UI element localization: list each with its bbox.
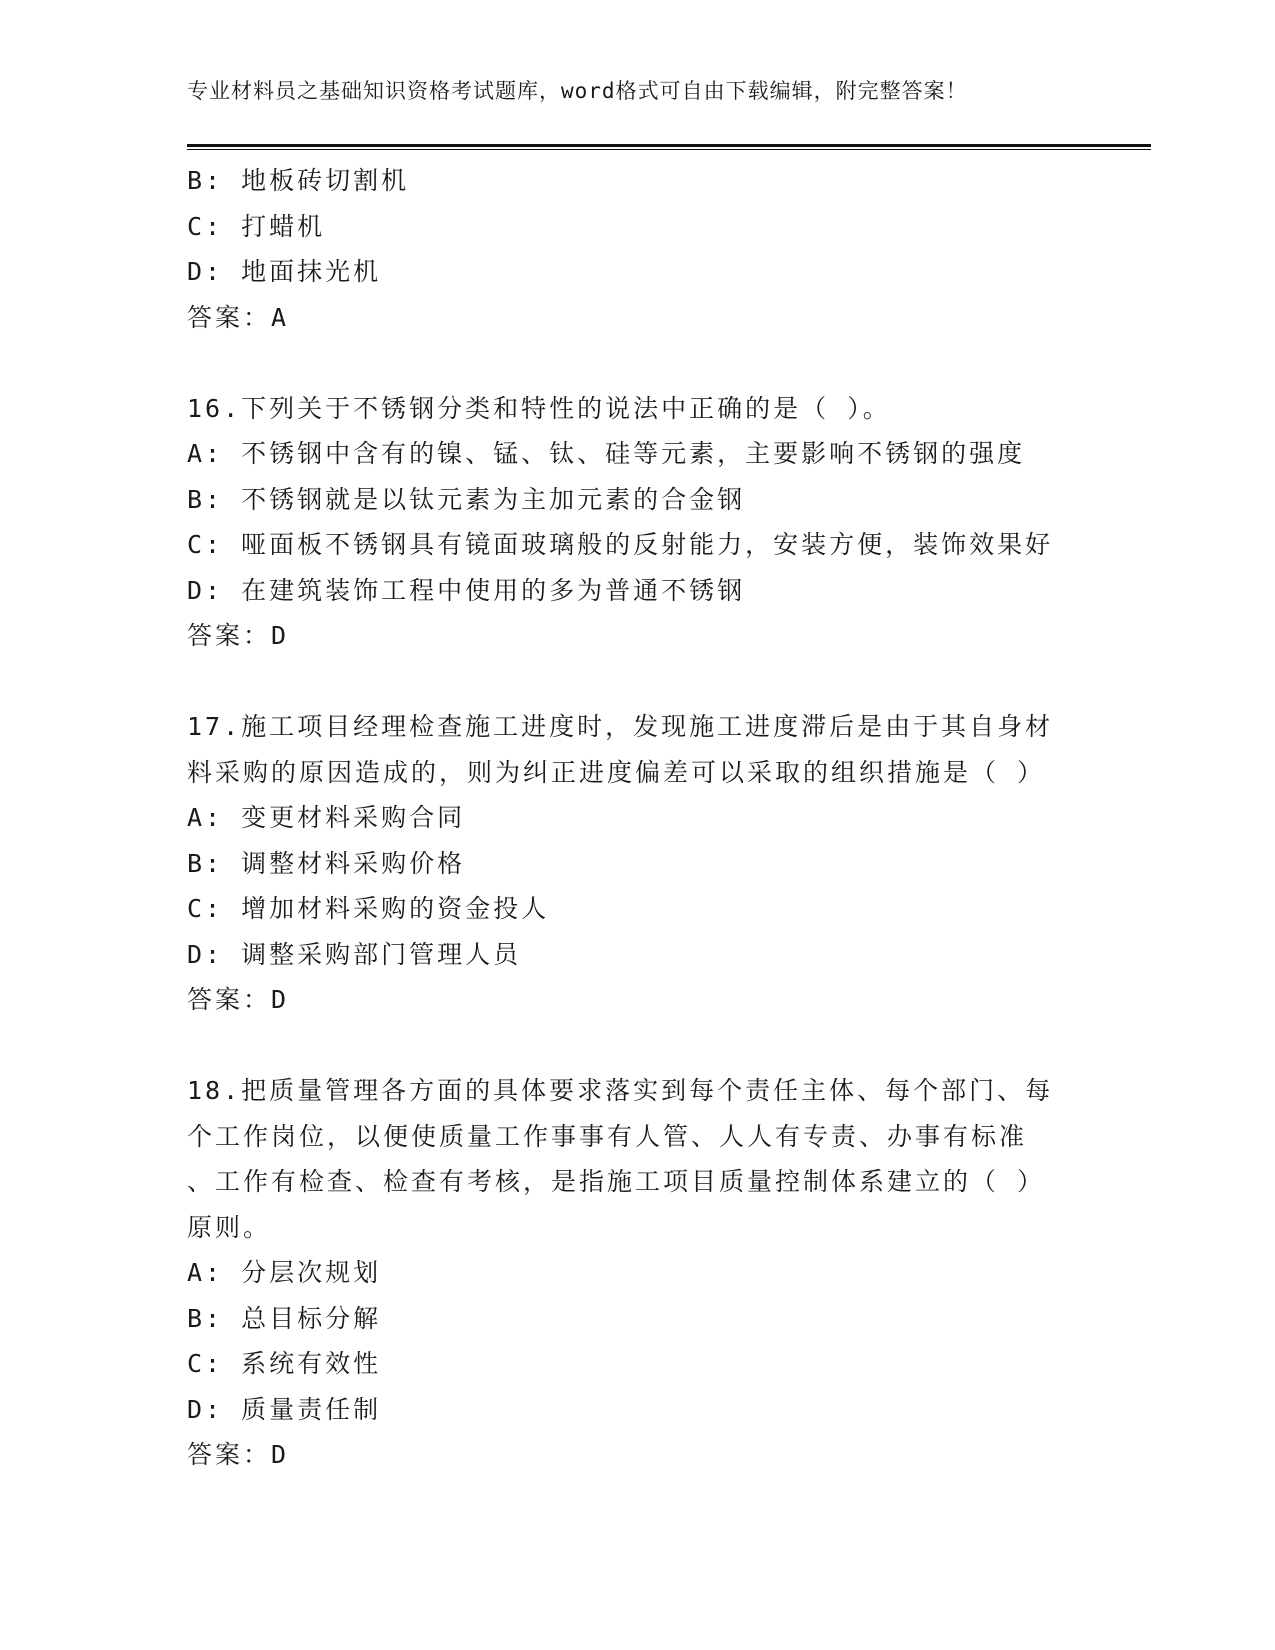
- question-stem: 、工作有检查、检查有考核，是指施工项目质量控制体系建立的（ ）: [187, 1167, 1046, 1196]
- question-stem: 17.施工项目经理检查施工进度时，发现施工进度滞后是由于其自身材: [187, 712, 1054, 741]
- option-d: D: 调整采购部门管理人员: [187, 939, 522, 969]
- option-a: A: 不锈钢中含有的镍、锰、钛、硅等元素，主要影响不锈钢的强度: [187, 439, 1026, 468]
- answer-line: 答案：D: [187, 985, 290, 1014]
- option-b: B: 总目标分解: [187, 1303, 382, 1333]
- option-c: C: 打蜡机: [187, 211, 326, 241]
- question-15-tail: [187, 158, 1087, 340]
- question-list: [187, 158, 1087, 1478]
- question-stem: 18.把质量管理各方面的具体要求落实到每个责任主体、每个部门、每: [187, 1076, 1054, 1105]
- option-c: C: 系统有效性: [187, 1349, 382, 1378]
- option-b: B: 地板砖切割机: [187, 166, 410, 195]
- question-stem: 个工作岗位，以便使质量工作事事有人管、人人有专责、办事有标准: [187, 1121, 1028, 1151]
- option-d: D: 质量责任制: [187, 1394, 382, 1424]
- option-c: C: 哑面板不锈钢具有镜面玻璃般的反射能力，安装方便，装饰效果好: [187, 530, 1054, 559]
- header-divider: [187, 144, 1151, 150]
- answer-line: 答案：D: [187, 1440, 290, 1469]
- option-d: D: 地面抹光机: [187, 257, 382, 286]
- option-d: D: 在建筑装饰工程中使用的多为普通不锈钢: [187, 575, 746, 605]
- question-16: [187, 386, 1087, 659]
- answer-line: 答案：D: [187, 621, 290, 650]
- question-stem: 16.下列关于不锈钢分类和特性的说法中正确的是（ ）。: [187, 393, 891, 423]
- page-header: 专业材料员之基础知识资格考试题库，word格式可自由下载编辑，附完整答案！: [187, 79, 968, 103]
- spacer: [187, 340, 1087, 386]
- answer-line: 答案：A: [187, 302, 290, 332]
- spacer: [187, 659, 1087, 705]
- question-17: [187, 704, 1087, 1023]
- option-b: B: 不锈钢就是以钛元素为主加元素的合金钢: [187, 484, 746, 514]
- question-18: [187, 1068, 1087, 1478]
- spacer: [187, 1023, 1087, 1069]
- option-b: B: 调整材料采购价格: [187, 848, 466, 878]
- option-c: C: 增加材料采购的资金投人: [187, 894, 550, 923]
- question-stem: 料采购的原因造成的，则为纠正进度偏差可以采取的组织措施是（ ）: [187, 757, 1046, 787]
- option-a: A: 变更材料采购合同: [187, 803, 466, 832]
- option-a: A: 分层次规划: [187, 1258, 382, 1287]
- question-stem: 原则。: [187, 1212, 272, 1242]
